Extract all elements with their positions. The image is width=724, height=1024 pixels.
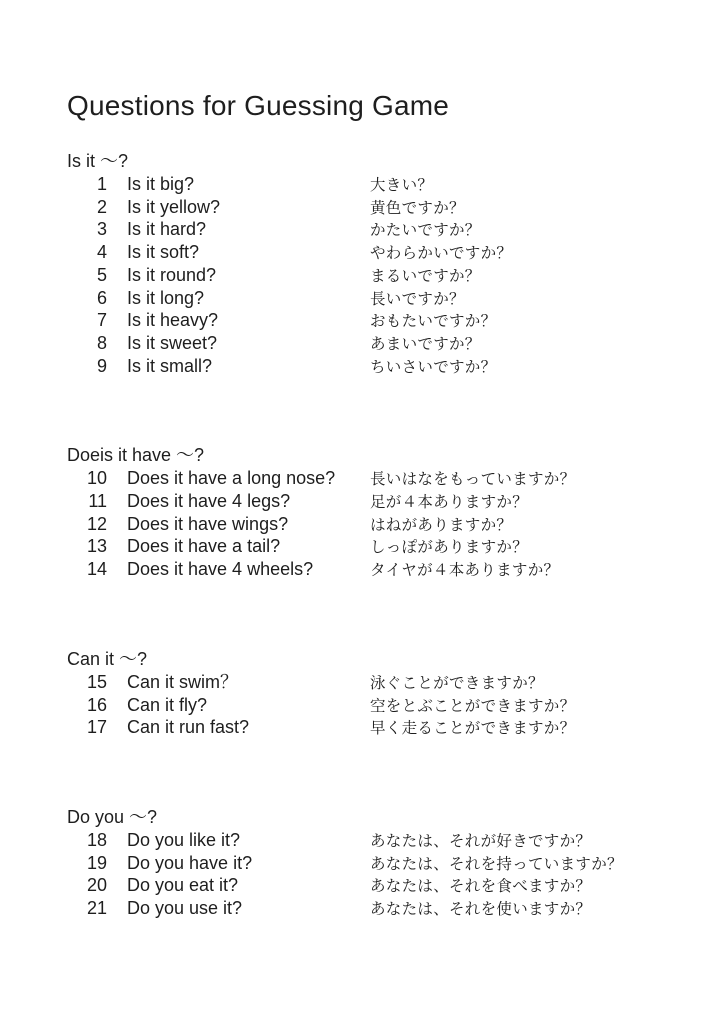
- question-number: 2: [96, 196, 107, 217]
- question-number: 11: [88, 491, 107, 512]
- question-japanese: やわらかいですか？: [370, 245, 513, 263]
- question-row: [67, 242, 704, 265]
- question-row: [67, 310, 704, 333]
- question-number: 8: [96, 332, 107, 353]
- question-japanese: 長いはなをもっていますか？: [370, 471, 576, 489]
- section-header: Doeis it have ～?: [67, 445, 205, 466]
- question-row: [67, 672, 704, 695]
- section-is-it: [67, 150, 704, 378]
- question-row: [67, 695, 704, 718]
- section-header: Do you ～?: [67, 806, 158, 827]
- question-row: [67, 559, 704, 582]
- question-row: [67, 174, 704, 197]
- question-japanese: おもたいですか？: [370, 313, 497, 331]
- section-header: Can it ～?: [67, 648, 148, 669]
- question-japanese: あまいですか？: [370, 335, 481, 353]
- question-japanese: 大きい？: [370, 177, 434, 194]
- question-japanese: 黄色ですか？: [370, 199, 465, 217]
- question-number: 5: [96, 264, 107, 285]
- question-japanese: ちいさいですか？: [370, 358, 497, 376]
- question-english: Is it big?: [127, 174, 195, 194]
- section-header: Is it ～?: [67, 151, 129, 171]
- question-number: 18: [86, 829, 107, 850]
- question-number: 4: [96, 242, 107, 263]
- question-english: Is it sweet?: [127, 332, 218, 353]
- question-number: 14: [86, 559, 107, 580]
- question-row: [67, 356, 704, 379]
- question-english: Does it have a long nose?: [127, 468, 336, 489]
- question-row: [67, 197, 704, 220]
- question-english: Is it small?: [127, 355, 213, 376]
- question-japanese: 足が４本ありますか？: [370, 494, 529, 512]
- question-row: [67, 265, 704, 288]
- question-english: Can it run fast?: [127, 717, 250, 738]
- section-does-it-have: [67, 444, 704, 582]
- question-japanese: あなたは、それを食べますか？: [370, 878, 592, 896]
- question-english: Does it have 4 wheels?: [127, 559, 314, 580]
- question-japanese: あなたは、それを持っていますか？: [370, 855, 623, 873]
- question-number: 20: [86, 875, 107, 896]
- section-can-it: [67, 648, 704, 740]
- question-number: 12: [86, 513, 107, 534]
- question-english: Does it have 4 legs?: [127, 491, 291, 512]
- question-row: [67, 468, 704, 491]
- question-number: 1: [96, 174, 107, 194]
- question-japanese: はねがありますか？: [370, 516, 513, 534]
- question-row: [67, 536, 704, 559]
- question-row: [67, 491, 704, 514]
- question-japanese: タイヤが４本ありますか？: [370, 562, 560, 580]
- question-number: 17: [86, 717, 107, 738]
- question-english: Do you eat it?: [127, 875, 239, 896]
- question-number: 16: [86, 694, 107, 715]
- question-row: [67, 853, 704, 876]
- question-japanese: 早く走ることができますか？: [370, 720, 576, 738]
- question-japanese: しっぽがありますか？: [370, 539, 529, 557]
- question-row: [67, 898, 704, 921]
- question-japanese: 長いですか？: [370, 290, 465, 308]
- question-english: Can it swim？: [127, 671, 239, 692]
- question-row: [67, 717, 704, 740]
- section-do-you: [67, 806, 704, 921]
- question-row: [67, 219, 704, 242]
- question-japanese: あなたは、それが好きですか？: [370, 832, 592, 850]
- question-english: Is it yellow?: [127, 196, 221, 217]
- question-english: Is it soft?: [127, 242, 200, 263]
- question-english: Is it heavy?: [127, 310, 219, 331]
- question-number: 10: [86, 468, 107, 489]
- question-japanese: あなたは、それを使いますか？: [370, 901, 592, 919]
- question-number: 13: [86, 536, 107, 557]
- question-row: [67, 288, 704, 311]
- question-row: [67, 830, 704, 853]
- page-title: Questions for Guessing Game: [67, 90, 450, 121]
- question-english: Do you have it?: [127, 852, 253, 873]
- question-number: 6: [96, 287, 107, 308]
- question-english: Is it round?: [127, 264, 217, 285]
- question-japanese: 泳ぐことができますか？: [370, 674, 544, 692]
- question-row: [67, 333, 704, 356]
- question-japanese: 空をとぶことができますか？: [370, 697, 576, 715]
- question-english: Is it long?: [127, 287, 205, 308]
- question-english: Can it fly?: [127, 694, 208, 715]
- document-content: [67, 0, 704, 921]
- question-english: Does it have wings?: [127, 513, 289, 534]
- question-japanese: まるいですか？: [370, 267, 481, 285]
- question-number: 7: [96, 310, 107, 331]
- question-english: Do you use it?: [127, 898, 243, 919]
- question-number: 15: [86, 671, 107, 692]
- question-english: Is it hard?: [127, 219, 207, 240]
- question-number: 21: [86, 898, 107, 919]
- question-japanese: かたいですか？: [370, 222, 481, 240]
- question-number: 19: [86, 852, 107, 873]
- question-number: 3: [96, 219, 107, 240]
- question-row: [67, 875, 704, 898]
- question-number: 9: [96, 355, 107, 376]
- question-english: Does it have a tail?: [127, 536, 281, 557]
- question-row: [67, 514, 704, 537]
- question-english: Do you like it?: [127, 829, 241, 850]
